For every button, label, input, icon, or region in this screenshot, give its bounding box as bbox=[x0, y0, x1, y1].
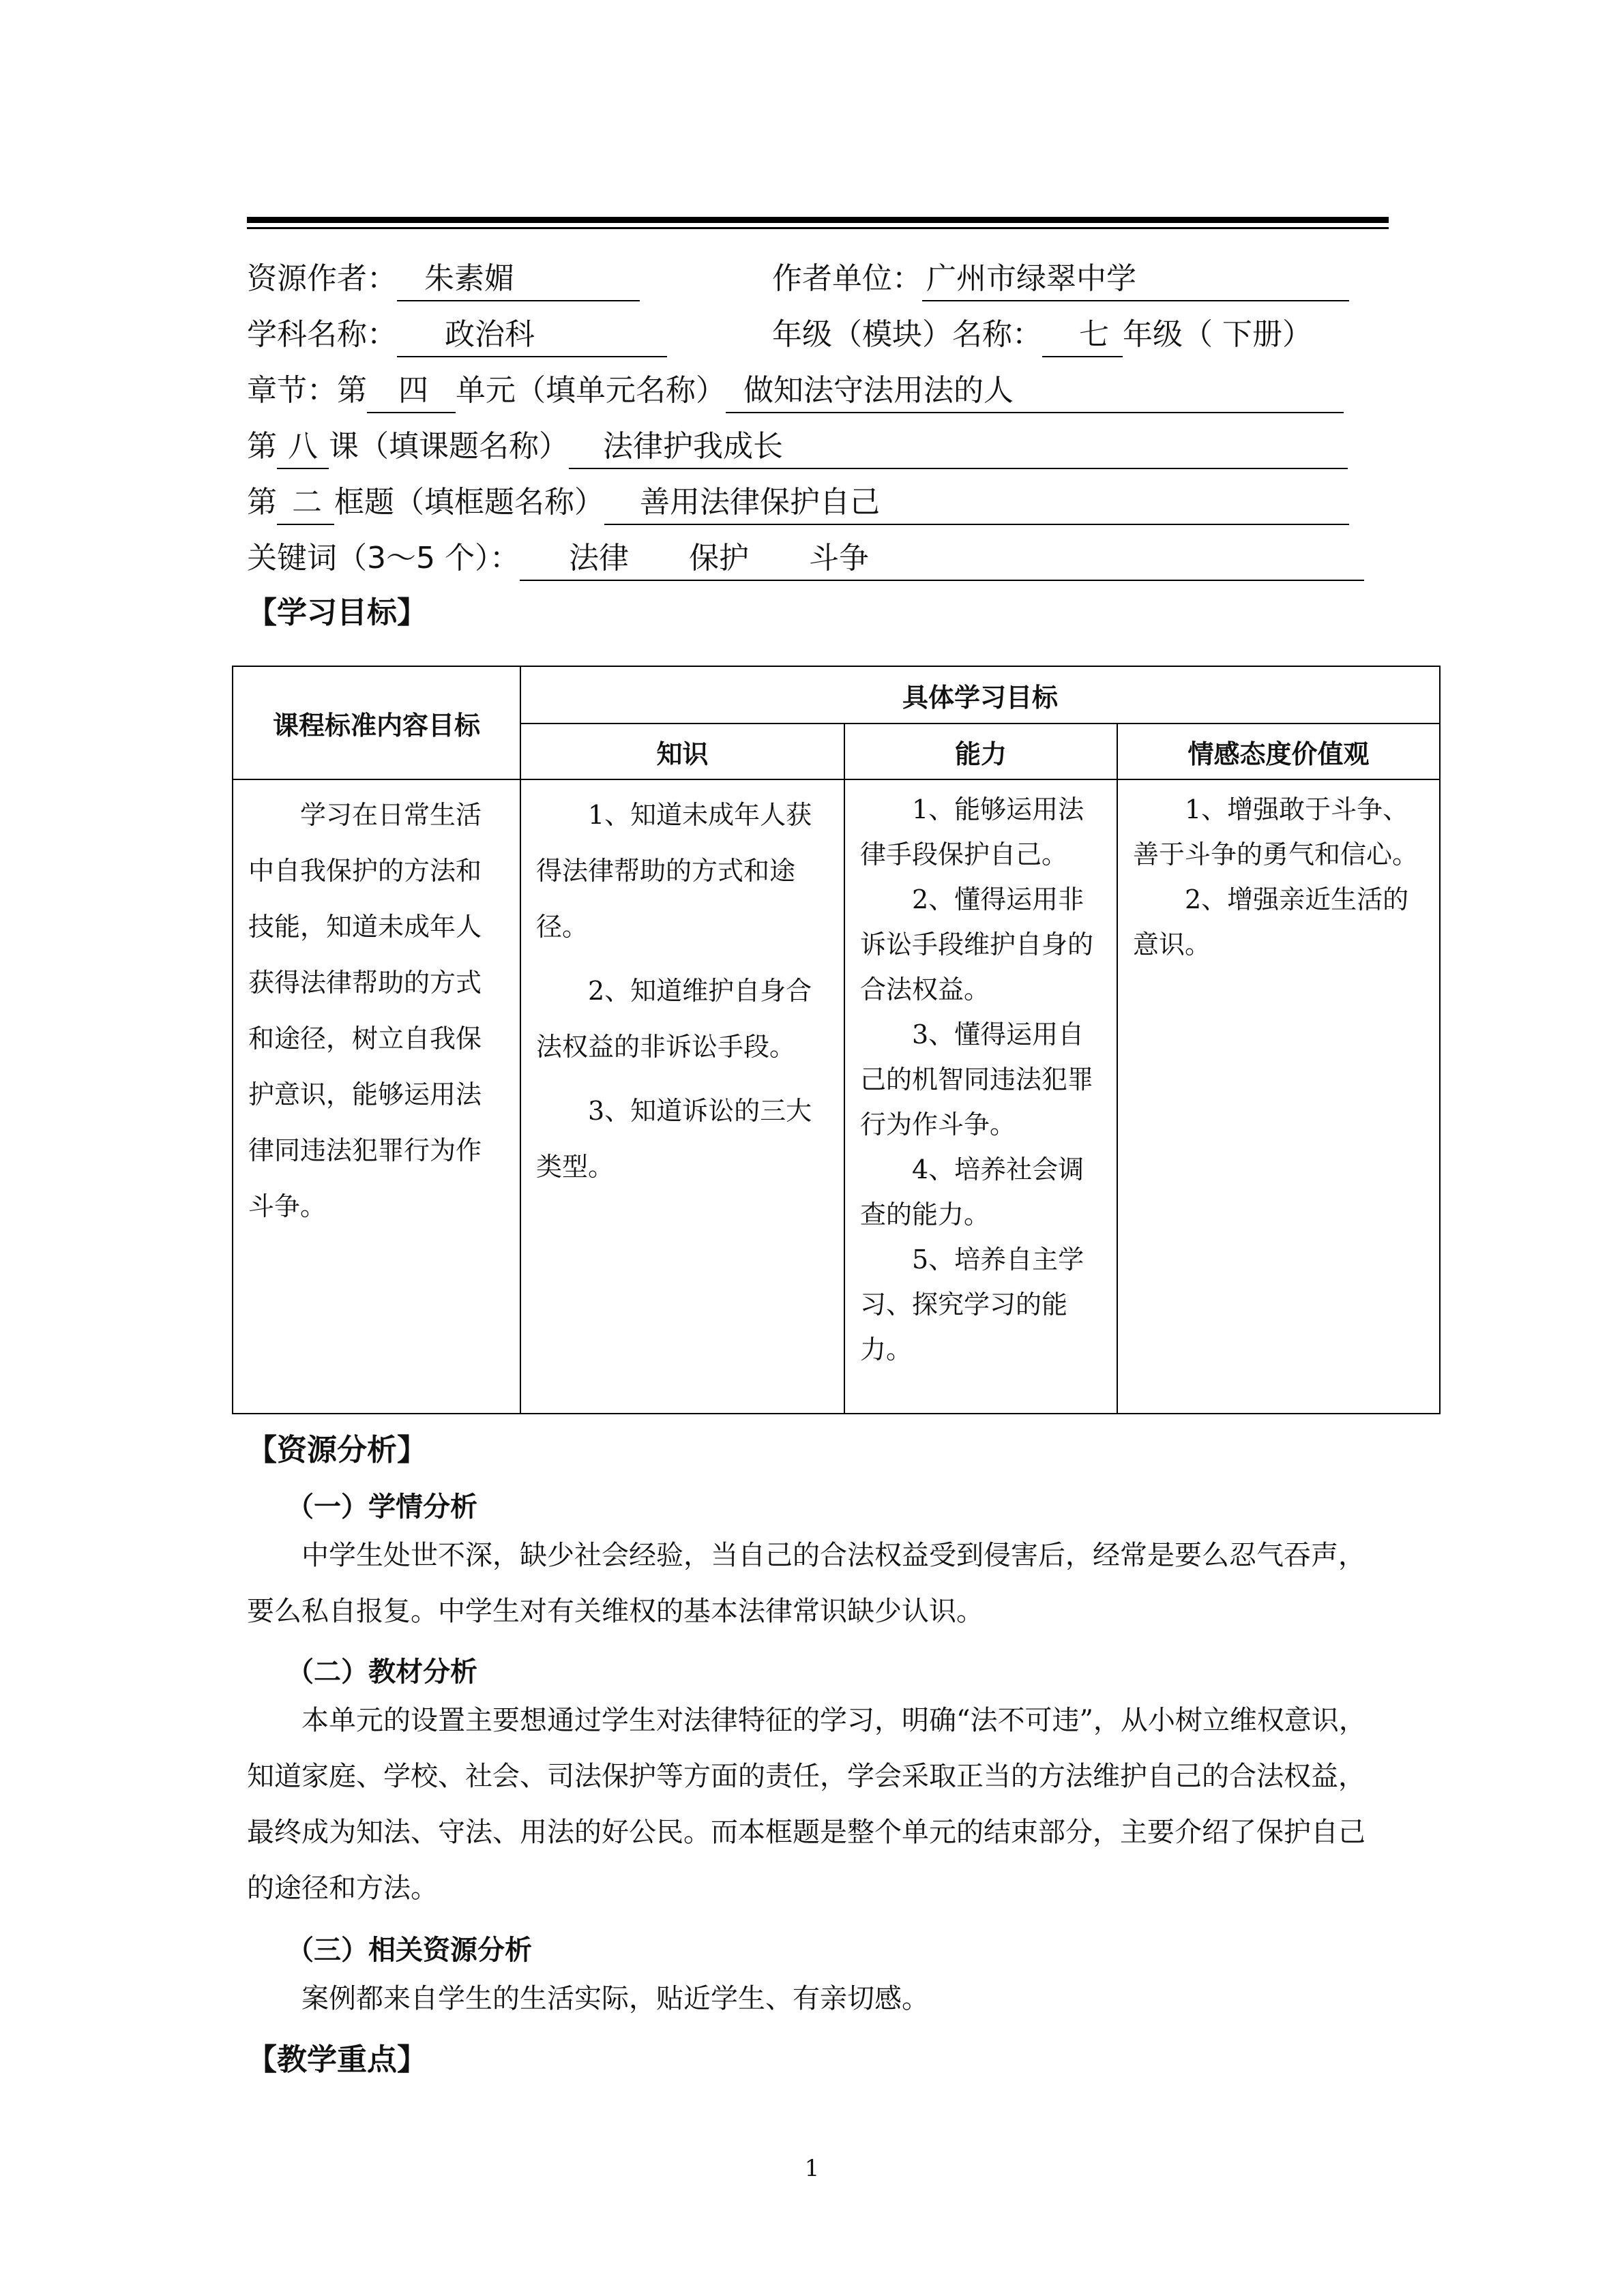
lesson-label: 课（填课题名称） bbox=[329, 429, 569, 464]
knowledge-item: 1、知道未成年人获得法律帮助的方式和途径。 bbox=[536, 800, 812, 942]
col-header-ability: 能力 bbox=[844, 724, 1117, 779]
unit-field: 广州市绿翠中学 bbox=[922, 258, 1349, 301]
col-header-specific: 具体学习目标 bbox=[520, 666, 1440, 724]
knowledge-item: 2、知道维护自身合法权益的非诉讼手段。 bbox=[536, 976, 812, 1062]
col-header-knowledge: 知识 bbox=[520, 724, 844, 779]
attitude-cell bbox=[1117, 779, 1440, 1414]
related-resources-title: （三）相关资源分析 bbox=[286, 1935, 532, 1966]
standard-text: 学习在日常生活中自我保护的方法和技能，知道未成年人获得法律帮助的方式和途径，树立自我保护意识，能够运用法律同违法犯罪行为作斗争。 bbox=[248, 800, 482, 1221]
textbook-analysis-title: （二）教材分析 bbox=[286, 1656, 477, 1688]
ability-item: 1、能够运用法律手段保护自己。 bbox=[860, 794, 1084, 869]
ability-item: 5、培养自主学习、探究学习的能力。 bbox=[860, 1244, 1084, 1365]
subject-field: 政治科 bbox=[397, 314, 667, 357]
lesson-row bbox=[247, 426, 1348, 473]
keywords-row bbox=[247, 537, 1364, 585]
grade-field: 七 bbox=[1042, 314, 1123, 357]
page-number: 1 bbox=[804, 2155, 820, 2182]
subject-label: 学科名称： bbox=[247, 317, 397, 352]
keywords-label: 关键词（3～5 个）： bbox=[247, 541, 520, 576]
header-rule-thin bbox=[247, 227, 1389, 229]
unit-label: 作者单位： bbox=[772, 261, 922, 296]
author-field: 朱素媚 bbox=[397, 258, 640, 301]
frame-row bbox=[247, 481, 1349, 529]
chapter-row bbox=[247, 370, 1344, 417]
chapter-name-field: 做知法守法用法的人 bbox=[726, 370, 1344, 413]
ability-item: 4、培养社会调查的能力。 bbox=[860, 1154, 1084, 1229]
resource-analysis-heading: 【资源分析】 bbox=[247, 1433, 427, 1467]
attitude-item: 2、增强亲近生活的意识。 bbox=[1133, 884, 1409, 959]
ability-cell bbox=[844, 779, 1117, 1414]
frame-prefix: 第 bbox=[247, 485, 277, 520]
chapter-prefix: 章节：第 bbox=[247, 373, 367, 408]
lesson-name-field: 法律护我成长 bbox=[569, 426, 1348, 469]
chapter-label: 单元（填单元名称） bbox=[456, 373, 726, 408]
frame-name-field: 善用法律保护自己 bbox=[604, 481, 1349, 525]
student-analysis-title: （一）学情分析 bbox=[286, 1491, 477, 1523]
lesson-number-field: 八 bbox=[277, 426, 329, 469]
author-row bbox=[247, 258, 1349, 305]
ability-item: 3、懂得运用自己的机智同违法犯罪行为作斗争。 bbox=[860, 1019, 1094, 1139]
textbook-analysis-text: 本单元的设置主要想通过学生对法律特征的学习，明确“法不可违”，从小树立维权意识，知道家庭、学校、社会、司法保护等方面的责任，学会采取正当的方法维护自己的合法权益，最终成为知法、守法、用法的好公民。而本框题是整个单元的结束部分，主要介绍了保护自己的途径和方法。 bbox=[247, 1705, 1366, 1904]
col-header-attitude: 情感态度价值观 bbox=[1117, 724, 1440, 779]
learning-goals-table bbox=[232, 666, 1441, 1414]
col-header-standard: 课程标准内容目标 bbox=[233, 666, 520, 779]
keywords-field: 法律 保护 斗争 bbox=[520, 537, 1364, 581]
grade-label: 年级（模块）名称： bbox=[772, 317, 1042, 352]
header-rule-thick bbox=[247, 217, 1389, 223]
attitude-item: 1、增强敢于斗争、善于斗争的勇气和信心。 bbox=[1133, 794, 1419, 869]
subject-row bbox=[247, 314, 1312, 361]
lesson-prefix: 第 bbox=[247, 429, 277, 464]
author-label: 资源作者： bbox=[247, 261, 397, 296]
frame-number-field: 二 bbox=[277, 481, 334, 525]
knowledge-item: 3、知道诉讼的三大类型。 bbox=[536, 1096, 812, 1182]
chapter-number-field: 四 bbox=[367, 370, 456, 413]
knowledge-cell bbox=[520, 779, 844, 1414]
student-analysis-text: 中学生处世不深，缺少社会经验，当自己的合法权益受到侵害后，经常是要么忍气吞声，要么私自报复。中学生对有关维权的基本法律常识缺少认识。 bbox=[247, 1540, 1365, 1627]
frame-label: 框题（填框题名称） bbox=[334, 485, 604, 520]
learning-goals-heading: 【学习目标】 bbox=[247, 595, 427, 630]
ability-item: 2、懂得运用非诉讼手段维护自身的合法权益。 bbox=[860, 884, 1094, 1004]
related-resources-text: 案例都来自学生的生活实际，贴近学生、有亲切感。 bbox=[301, 1983, 929, 2014]
grade-label-suffix: 年级（ 下册） bbox=[1123, 317, 1312, 352]
standard-cell bbox=[233, 779, 520, 1414]
teaching-focus-heading: 【教学重点】 bbox=[247, 2042, 427, 2077]
